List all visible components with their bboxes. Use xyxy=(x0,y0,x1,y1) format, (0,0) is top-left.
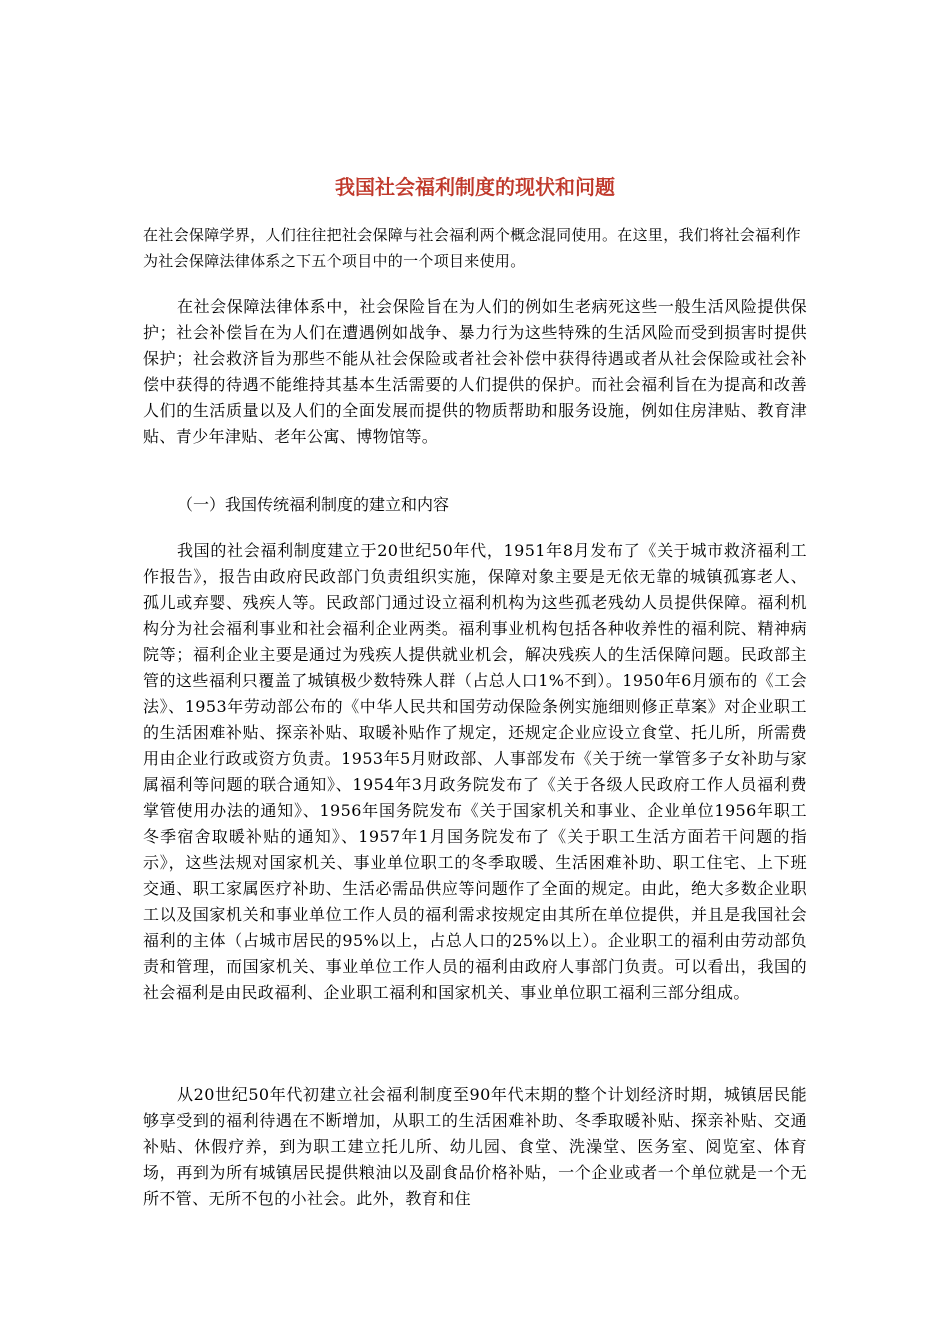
page-title: 我国社会福利制度的现状和问题 xyxy=(335,175,615,199)
section-heading: （一）我国传统福利制度的建立和内容 xyxy=(177,495,450,514)
intro-paragraph: 在社会保障学界，人们往往把社会保障与社会福利两个概念混同使用。在这里，我们将社会福利作为社会保障法律体系之下五个项目中的一个项目来使用。 xyxy=(143,226,801,270)
paragraph-social-security-system: 在社会保障法律体系中，社会保险旨在为人们的例如生老病死这些一般生活风险提供保护；社会补偿旨在为人们在遭遇例如战争、暴力行为这些特殊的生活风险而受到损害时提供保护；社会救济旨为那些不能从社会保险或者社会补偿中获得待遇或者从社会保险或社会补偿中获得的待遇不能维持其基本生活需要的人们提供的保护。而社会福利旨在为提高和改善人们的生活质量以及人们的全面发展而提供的物质帮助和服务设施，例如住房津贴、教育津贴、青少年津贴、老年公寓、博物馆等。 xyxy=(143,297,807,446)
paragraph-planned-economy-welfare: 从20世纪50年代初建立社会福利制度至90年代末期的整个计划经济时期，城镇居民能够享受到的福利待遇在不断增加，从职工的生活困难补助、冬季取暖补贴、探亲补贴、交通补贴、休假疗养，到为职工建立托儿所、幼儿园、食堂、洗澡堂、医务室、阅览室、体育场，再到为所有城镇居民提供粮油以及副食品价格补贴，一个企业或者一个单位就是一个无所不管、无所不包的小社会。此外，教育和住 xyxy=(143,1085,807,1208)
paragraph-welfare-history: 我国的社会福利制度建立于20世纪50年代，1951年8月发布了《关于城市救济福利工作报告》，报告由政府民政部门负责组织实施，保障对象主要是无依无靠的城镇孤寡老人、孤儿或弃婴、残疾人等。民政部门通过设立福利机构为这些孤老残幼人员提供保障。福利机构分为社会福利事业和社会福利企业两类。福利事业机构包括各种收养性的福利院、精神病院等；福利企业主要是通过为残疾人提供就业机会，解决残疾人的生活保障问题。民政部主管的这些福利只覆盖了城镇极少数特殊人群（占总人口1%不到）。1950年6月颁布的《工会法》、1953年劳动部公布的《中华人民共和国劳动保险条例实施细则修正草案》对企业职工的生活困难补贴、探亲补贴、取暖补贴作了规定，还规定企业应设立食堂、托儿所，所需费用由企业行政或资方负责。1953年5月财政部、人事部发布《关于统一掌管多子女补助与家属福利等问题的联合通知》、1954年3月政务院发布了《关于各级人民政府工作人员福利费掌管使用办法的通知》、1956年国务院发布《关于国家机关和事业、企业单位1956年职工冬季宿舍取暖补贴的通知》、1957年1月国务院发布了《关于职工生活方面若干问题的指示》，这些法规对国家机关、事业单位职工的冬季取暖、生活困难补助、职工住宅、上下班交通、职工家属医疗补助、生活必需品供应等问题作了全面的规定。由此，绝大多数企业职工以及国家机关和事业单位工作人员的福利需求按规定由其所在单位提供，并且是我国社会福利的主体（占城市居民的95%以上，占总人口的25%以上）。企业职工的福利由劳动部负责和管理，而国家机关、事业单位工作人员的福利由政府人事部门负责。可以看出，我国的社会福利是由民政福利、企业职工福利和国家机关、事业单位职工福利三部分组成。 xyxy=(143,541,807,1002)
